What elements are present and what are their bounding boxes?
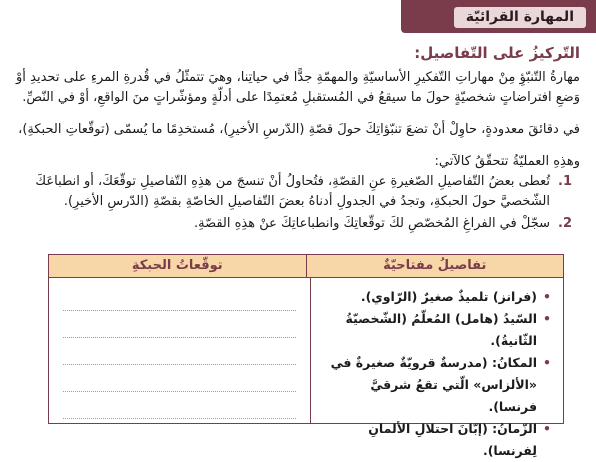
header-plot-expectations: توقّعاتُ الحبكةِ	[49, 255, 307, 277]
table-body	[49, 278, 563, 458]
step-item	[16, 172, 580, 212]
details-table	[48, 254, 564, 458]
list-item: • السّيدُ (هامل) المُعلّمُ (الشّخصيّةُ الثّانيةُ).	[319, 308, 552, 352]
answer-line[interactable]	[63, 369, 296, 392]
steps-list	[16, 172, 580, 236]
step-number: 1.	[558, 174, 572, 189]
list-item: • (فرانز) تلميذٌ صغيرٌ (الرّاوي).	[319, 286, 552, 308]
intro-paragraph: مهارةُ التّنبّؤِ مِنْ مهاراتِ التّفكيرِ الأساسيّةِ والمهمّةِ جدًّا في حياتِنا، وهيَ تتمثّلُ في قُدرةِ المرءِ على تحديدِ أوْ وَضعِ افتراضاتٍ شخصيّةٍ حولَ ما سيقعُ في المُستقبلِ مُعتمِدًا على أدلّةٍ ومؤشّراتٍ منَ الواقعِ، أوْ في النّصِّ.	[16, 70, 580, 105]
section-heading: التّركيزُ على التّفاصيل:	[414, 44, 580, 62]
section-banner	[401, 0, 596, 33]
step-number: 2.	[558, 216, 572, 231]
answer-line[interactable]	[63, 396, 296, 419]
answer-line[interactable]	[63, 288, 296, 311]
answer-line[interactable]	[63, 315, 296, 338]
list-item: • المكانُ: (مدرسةٌ قرويّةٌ صغيرةٌ في «الألزاس» الّتي تقعُ شرقيَّ فرنسا).	[319, 352, 552, 418]
table-header	[49, 255, 563, 278]
answer-line[interactable]	[63, 342, 296, 365]
step-text: تُعطى بعضُ التّفاصيلِ الصّغيرةِ عنِ القصّةِ، فتُحاولُ أنْ تنسجَ من هذِهِ التّفاصيلِ توقّعَكَ، أو انطباعَكَ الشّخصيَّ حولَ الحبكةِ، وتجدُ في الجدولِ أدناهُ بعضَ التّفاصيلِ الخاصّةِ بقصّةِ (الدّرسِ الأخيرِ).	[35, 174, 550, 209]
step-text: سجّلْ في الفراغِ المُخصّصِ لكَ توقّعاتِكَ وانطباعاتِكَ عنْ هذِهِ القصّةِ.	[193, 216, 550, 231]
process-intro: وهذِهِ العمليّةُ تتحقّقُ كالآتي:	[434, 154, 580, 169]
key-details-column	[311, 278, 564, 458]
expectations-column[interactable]	[49, 278, 311, 423]
instruction-paragraph: في دقائقَ معدودةٍ، حاوِلْ أنْ تضعَ تنبّؤاتِكَ حولَ قصّةِ (الدّرسِ الأخيرِ)، مُستخدِمًا ما يُسمّى (توقّعاتِ الحبكةِ)،	[18, 122, 580, 137]
section-tab-label: المهارة القرائيّة	[454, 7, 586, 28]
key-details-list	[319, 286, 552, 462]
list-item: • الزّمانُ: (إبّانَ احتلالِ الألمانِ لِفرنسا).	[319, 418, 552, 462]
header-key-details: تفاصيلُ مفتاحيّةٌ	[383, 258, 487, 273]
step-item	[16, 214, 580, 234]
